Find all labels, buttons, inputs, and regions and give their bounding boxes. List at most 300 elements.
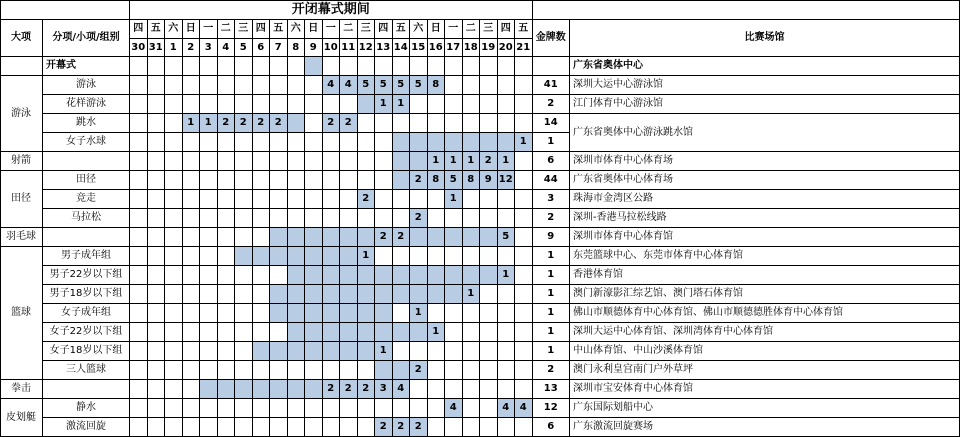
schedule-cell: [410, 190, 428, 209]
schedule-cell: [148, 399, 166, 418]
schedule-cell: [340, 247, 358, 266]
event-cell: 女子成年组: [43, 304, 130, 323]
schedule-cell: [218, 209, 236, 228]
schedule-cell: [183, 342, 201, 361]
schedule-cell: [375, 304, 393, 323]
schedule-cell: [165, 399, 183, 418]
day-header: 6: [253, 39, 271, 57]
schedule-cell: [445, 95, 463, 114]
schedule-cell: [235, 342, 253, 361]
schedule-cell: [288, 171, 306, 190]
schedule-cell: [200, 361, 218, 380]
schedule-cell: [130, 342, 148, 361]
schedule-cell: [183, 380, 201, 399]
schedule-cell: [340, 171, 358, 190]
schedule-cell: [323, 57, 341, 76]
schedule-cell: [200, 95, 218, 114]
schedule-cell: [183, 247, 201, 266]
schedule-cell: [410, 228, 428, 247]
schedule-cell: [340, 285, 358, 304]
schedule-cell: [463, 57, 481, 76]
schedule-cell: [410, 266, 428, 285]
day-header: 17: [445, 39, 463, 57]
schedule-cell: [358, 114, 376, 133]
schedule-cell: [235, 228, 253, 247]
venue-cell: 深圳市体育中心体育馆: [570, 228, 960, 247]
schedule-cell: [270, 285, 288, 304]
schedule-cell: [358, 399, 376, 418]
schedule-cell: [183, 285, 201, 304]
schedule-cell: [515, 342, 533, 361]
schedule-cell: [288, 247, 306, 266]
schedule-cell: [288, 152, 306, 171]
schedule-cell: [200, 418, 218, 437]
schedule-cell: [148, 228, 166, 247]
schedule-cell: [358, 342, 376, 361]
category-cell: [0, 57, 43, 76]
schedule-cell: [253, 209, 271, 228]
schedule-cell: [445, 209, 463, 228]
schedule-cell: [235, 133, 253, 152]
schedule-cell: [218, 133, 236, 152]
schedule-cell: 1: [410, 304, 428, 323]
schedule-cell: [393, 304, 411, 323]
event-cell: 游泳: [43, 76, 130, 95]
weekday-header: 日: [428, 20, 446, 39]
schedule-cell: [183, 228, 201, 247]
category-cell: 田径: [0, 171, 43, 228]
schedule-cell: [375, 247, 393, 266]
schedule-cell: [165, 285, 183, 304]
schedule-cell: 2: [358, 380, 376, 399]
schedule-cell: 1: [375, 95, 393, 114]
weekday-header: 五: [393, 20, 411, 39]
schedule-cell: [410, 114, 428, 133]
schedule-cell: [463, 209, 481, 228]
schedule-cell: [480, 228, 498, 247]
header-event: 分项/小项/组别: [43, 20, 130, 57]
schedule-cell: [340, 190, 358, 209]
schedule-cell: [445, 57, 463, 76]
day-header: 11: [340, 39, 358, 57]
day-header: 2: [183, 39, 201, 57]
schedule-cell: [148, 247, 166, 266]
schedule-cell: [340, 152, 358, 171]
day-header: 30: [130, 39, 148, 57]
schedule-cell: [253, 152, 271, 171]
schedule-cell: [498, 304, 516, 323]
schedule-cell: [253, 266, 271, 285]
schedule-cell: [515, 323, 533, 342]
schedule-cell: [445, 418, 463, 437]
schedule-cell: [410, 57, 428, 76]
schedule-cell: [288, 95, 306, 114]
schedule-cell: [480, 76, 498, 95]
event-cell: [43, 228, 130, 247]
schedule-cell: 2: [375, 418, 393, 437]
schedule-cell: [393, 399, 411, 418]
schedule-cell: 8: [428, 171, 446, 190]
schedule-cell: 1: [445, 190, 463, 209]
schedule-cell: [340, 209, 358, 228]
schedule-cell: [270, 304, 288, 323]
schedule-cell: [288, 266, 306, 285]
schedule-cell: [445, 247, 463, 266]
schedule-cell: 2: [410, 361, 428, 380]
schedule-cell: 5: [498, 228, 516, 247]
schedule-cell: [428, 133, 446, 152]
schedule-cell: [323, 228, 341, 247]
event-cell: 静水: [43, 399, 130, 418]
schedule-cell: [130, 76, 148, 95]
schedule-cell: [253, 380, 271, 399]
schedule-cell: [165, 323, 183, 342]
schedule-cell: [323, 266, 341, 285]
schedule-cell: [428, 190, 446, 209]
weekday-header: 二: [340, 20, 358, 39]
schedule-cell: [498, 342, 516, 361]
schedule-cell: 2: [358, 190, 376, 209]
schedule-cell: [270, 152, 288, 171]
schedule-cell: [410, 342, 428, 361]
schedule-cell: [218, 418, 236, 437]
schedule-cell: 2: [410, 171, 428, 190]
schedule-cell: [130, 95, 148, 114]
schedule-cell: [375, 57, 393, 76]
schedule-cell: [323, 95, 341, 114]
schedule-cell: [498, 418, 516, 437]
schedule-cell: [270, 57, 288, 76]
medal-count: 1: [533, 304, 571, 323]
schedule-cell: [200, 285, 218, 304]
schedule-cell: [218, 323, 236, 342]
schedule-cell: [498, 57, 516, 76]
schedule-cell: [463, 418, 481, 437]
schedule-cell: [410, 247, 428, 266]
schedule-cell: [130, 399, 148, 418]
schedule-cell: [253, 342, 271, 361]
schedule-cell: [148, 209, 166, 228]
schedule-cell: [428, 209, 446, 228]
schedule-cell: [270, 247, 288, 266]
schedule-cell: 2: [323, 114, 341, 133]
schedule-cell: [305, 323, 323, 342]
schedule-cell: [218, 76, 236, 95]
schedule-cell: [148, 152, 166, 171]
day-header: 19: [480, 39, 498, 57]
schedule-cell: [515, 190, 533, 209]
schedule-cell: [165, 361, 183, 380]
medal-count: 1: [533, 323, 571, 342]
schedule-cell: [340, 228, 358, 247]
schedule-cell: [165, 247, 183, 266]
schedule-cell: [515, 57, 533, 76]
schedule-cell: [340, 57, 358, 76]
schedule-cell: 1: [498, 266, 516, 285]
schedule-cell: 2: [340, 114, 358, 133]
schedule-cell: 4: [445, 399, 463, 418]
schedule-cell: [200, 152, 218, 171]
schedule-cell: [323, 190, 341, 209]
schedule-cell: [498, 133, 516, 152]
schedule-cell: [428, 380, 446, 399]
schedule-cell: 2: [375, 228, 393, 247]
schedule-cell: [305, 228, 323, 247]
schedule-cell: [235, 304, 253, 323]
schedule-cell: [358, 171, 376, 190]
schedule-cell: [253, 399, 271, 418]
schedule-cell: [480, 133, 498, 152]
schedule-cell: [218, 266, 236, 285]
schedule-cell: [218, 285, 236, 304]
schedule-cell: [235, 380, 253, 399]
schedule-cell: [235, 57, 253, 76]
schedule-cell: [148, 323, 166, 342]
schedule-cell: [480, 418, 498, 437]
schedule-cell: [515, 95, 533, 114]
schedule-cell: [218, 380, 236, 399]
schedule-cell: [148, 342, 166, 361]
day-header: 16: [428, 39, 446, 57]
schedule-cell: [183, 304, 201, 323]
schedule-cell: [183, 57, 201, 76]
schedule-cell: [218, 152, 236, 171]
schedule-cell: [200, 171, 218, 190]
schedule-cell: [410, 323, 428, 342]
schedule-cell: [305, 380, 323, 399]
medal-count: 6: [533, 152, 571, 171]
schedule-cell: [358, 418, 376, 437]
schedule-cell: [480, 209, 498, 228]
venue-cell: 江门体育中心游泳馆: [570, 95, 960, 114]
schedule-cell: [393, 323, 411, 342]
schedule-cell: [218, 228, 236, 247]
schedule-cell: [340, 342, 358, 361]
schedule-cell: [200, 57, 218, 76]
medal-count: 44: [533, 171, 571, 190]
schedule-cell: [235, 209, 253, 228]
schedule-cell: [253, 228, 271, 247]
schedule-cell: [515, 171, 533, 190]
schedule-cell: [445, 114, 463, 133]
schedule-cell: 2: [410, 209, 428, 228]
schedule-cell: [130, 152, 148, 171]
schedule-cell: [288, 133, 306, 152]
schedule-cell: [323, 152, 341, 171]
schedule-cell: [218, 247, 236, 266]
schedule-cell: [393, 57, 411, 76]
schedule-cell: [463, 323, 481, 342]
schedule-cell: [375, 152, 393, 171]
schedule-cell: [463, 266, 481, 285]
schedule-cell: 8: [428, 76, 446, 95]
schedule-cell: [165, 76, 183, 95]
schedule-cell: [305, 361, 323, 380]
schedule-cell: [445, 76, 463, 95]
schedule-cell: [498, 76, 516, 95]
weekday-header: 六: [410, 20, 428, 39]
schedule-cell: [305, 209, 323, 228]
schedule-cell: [165, 114, 183, 133]
schedule-cell: [235, 95, 253, 114]
schedule-cell: 1: [200, 114, 218, 133]
schedule-cell: [498, 285, 516, 304]
schedule-cell: [200, 247, 218, 266]
schedule-cell: [515, 152, 533, 171]
day-header: 12: [358, 39, 376, 57]
schedule-cell: [428, 266, 446, 285]
schedule-cell: 1: [463, 285, 481, 304]
schedule-cell: [323, 209, 341, 228]
schedule-cell: [305, 152, 323, 171]
schedule-cell: [480, 247, 498, 266]
category-cell: 拳击: [0, 380, 43, 399]
schedule-cell: [165, 342, 183, 361]
schedule-cell: [375, 361, 393, 380]
weekday-header: 一: [323, 20, 341, 39]
schedule-cell: [480, 266, 498, 285]
schedule-cell: [463, 190, 481, 209]
schedule-cell: [235, 76, 253, 95]
event-cell: [43, 380, 130, 399]
schedule-cell: [218, 342, 236, 361]
schedule-cell: [323, 133, 341, 152]
weekday-header: 五: [148, 20, 166, 39]
schedule-cell: [253, 418, 271, 437]
schedule-cell: [253, 285, 271, 304]
venue-cell: 深圳市体育中心体育场: [570, 152, 960, 171]
schedule-cell: [340, 361, 358, 380]
schedule-cell: [270, 133, 288, 152]
schedule-cell: [148, 285, 166, 304]
schedule-cell: [498, 380, 516, 399]
day-header: 9: [305, 39, 323, 57]
weekday-header: 三: [358, 20, 376, 39]
schedule-cell: [253, 323, 271, 342]
schedule-cell: [165, 57, 183, 76]
schedule-cell: [183, 171, 201, 190]
schedule-cell: [288, 76, 306, 95]
schedule-cell: [130, 304, 148, 323]
schedule-cell: [235, 247, 253, 266]
schedule-cell: [358, 95, 376, 114]
category-cell: 羽毛球: [0, 228, 43, 247]
medal-count: 1: [533, 133, 571, 152]
schedule-cell: [305, 171, 323, 190]
schedule-cell: [393, 171, 411, 190]
schedule-cell: [498, 209, 516, 228]
event-cell: 女子18岁以下组: [43, 342, 130, 361]
schedule-cell: [218, 304, 236, 323]
schedule-cell: [218, 190, 236, 209]
schedule-cell: [358, 152, 376, 171]
schedule-cell: [130, 57, 148, 76]
schedule-cell: 12: [498, 171, 516, 190]
schedule-cell: [480, 95, 498, 114]
schedule-cell: 1: [375, 342, 393, 361]
schedule-cell: [305, 76, 323, 95]
category-cell: 游泳: [0, 76, 43, 152]
schedule-cell: [393, 361, 411, 380]
schedule-cell: [200, 380, 218, 399]
medal-count: 2: [533, 95, 571, 114]
schedule-cell: [270, 190, 288, 209]
schedule-cell: [498, 95, 516, 114]
schedule-cell: [305, 399, 323, 418]
schedule-cell: [148, 57, 166, 76]
schedule-cell: 4: [498, 399, 516, 418]
schedule-cell: [200, 342, 218, 361]
schedule-cell: [270, 209, 288, 228]
schedule-cell: [270, 95, 288, 114]
schedule-cell: [270, 323, 288, 342]
schedule-cell: [148, 133, 166, 152]
weekday-header: 一: [445, 20, 463, 39]
schedule-cell: [148, 266, 166, 285]
schedule-cell: [428, 228, 446, 247]
schedule-cell: [410, 285, 428, 304]
schedule-cell: [498, 323, 516, 342]
day-header: 15: [410, 39, 428, 57]
schedule-cell: [305, 342, 323, 361]
schedule-cell: [253, 95, 271, 114]
schedule-cell: [358, 57, 376, 76]
event-cell: 激流回旋: [43, 418, 130, 437]
schedule-cell: [288, 285, 306, 304]
title-spacer: [0, 0, 130, 20]
schedule-cell: [148, 95, 166, 114]
schedule-cell: [200, 190, 218, 209]
schedule-cell: [235, 285, 253, 304]
schedule-cell: 2: [235, 114, 253, 133]
schedule-cell: [340, 323, 358, 342]
schedule-cell: 2: [410, 418, 428, 437]
schedule-cell: [480, 323, 498, 342]
schedule-cell: 4: [515, 399, 533, 418]
medal-count: 1: [533, 285, 571, 304]
weekday-header: 四: [253, 20, 271, 39]
medal-count: 2: [533, 361, 571, 380]
weekday-header: 四: [130, 20, 148, 39]
schedule-cell: [410, 399, 428, 418]
schedule-cell: [253, 190, 271, 209]
category-cell: 皮划艇: [0, 399, 43, 437]
schedule-cell: [445, 323, 463, 342]
schedule-cell: [218, 95, 236, 114]
day-header: 5: [235, 39, 253, 57]
schedule-cell: [165, 190, 183, 209]
schedule-cell: [165, 266, 183, 285]
schedule-cell: [463, 304, 481, 323]
schedule-cell: [130, 285, 148, 304]
schedule-cell: [515, 285, 533, 304]
schedule-cell: [288, 57, 306, 76]
schedule-cell: [480, 399, 498, 418]
schedule-cell: [480, 361, 498, 380]
schedule-cell: [235, 323, 253, 342]
venue-cell: 澳门永利皇宫南门户外草坪: [570, 361, 960, 380]
event-cell: 三人篮球: [43, 361, 130, 380]
schedule-cell: [358, 133, 376, 152]
schedule-cell: [393, 114, 411, 133]
venue-cell: 香港体育馆: [570, 266, 960, 285]
schedule-cell: [445, 342, 463, 361]
schedule-cell: [130, 209, 148, 228]
schedule-cell: [410, 133, 428, 152]
schedule-cell: [148, 171, 166, 190]
schedule-cell: [305, 247, 323, 266]
schedule-cell: 2: [393, 228, 411, 247]
